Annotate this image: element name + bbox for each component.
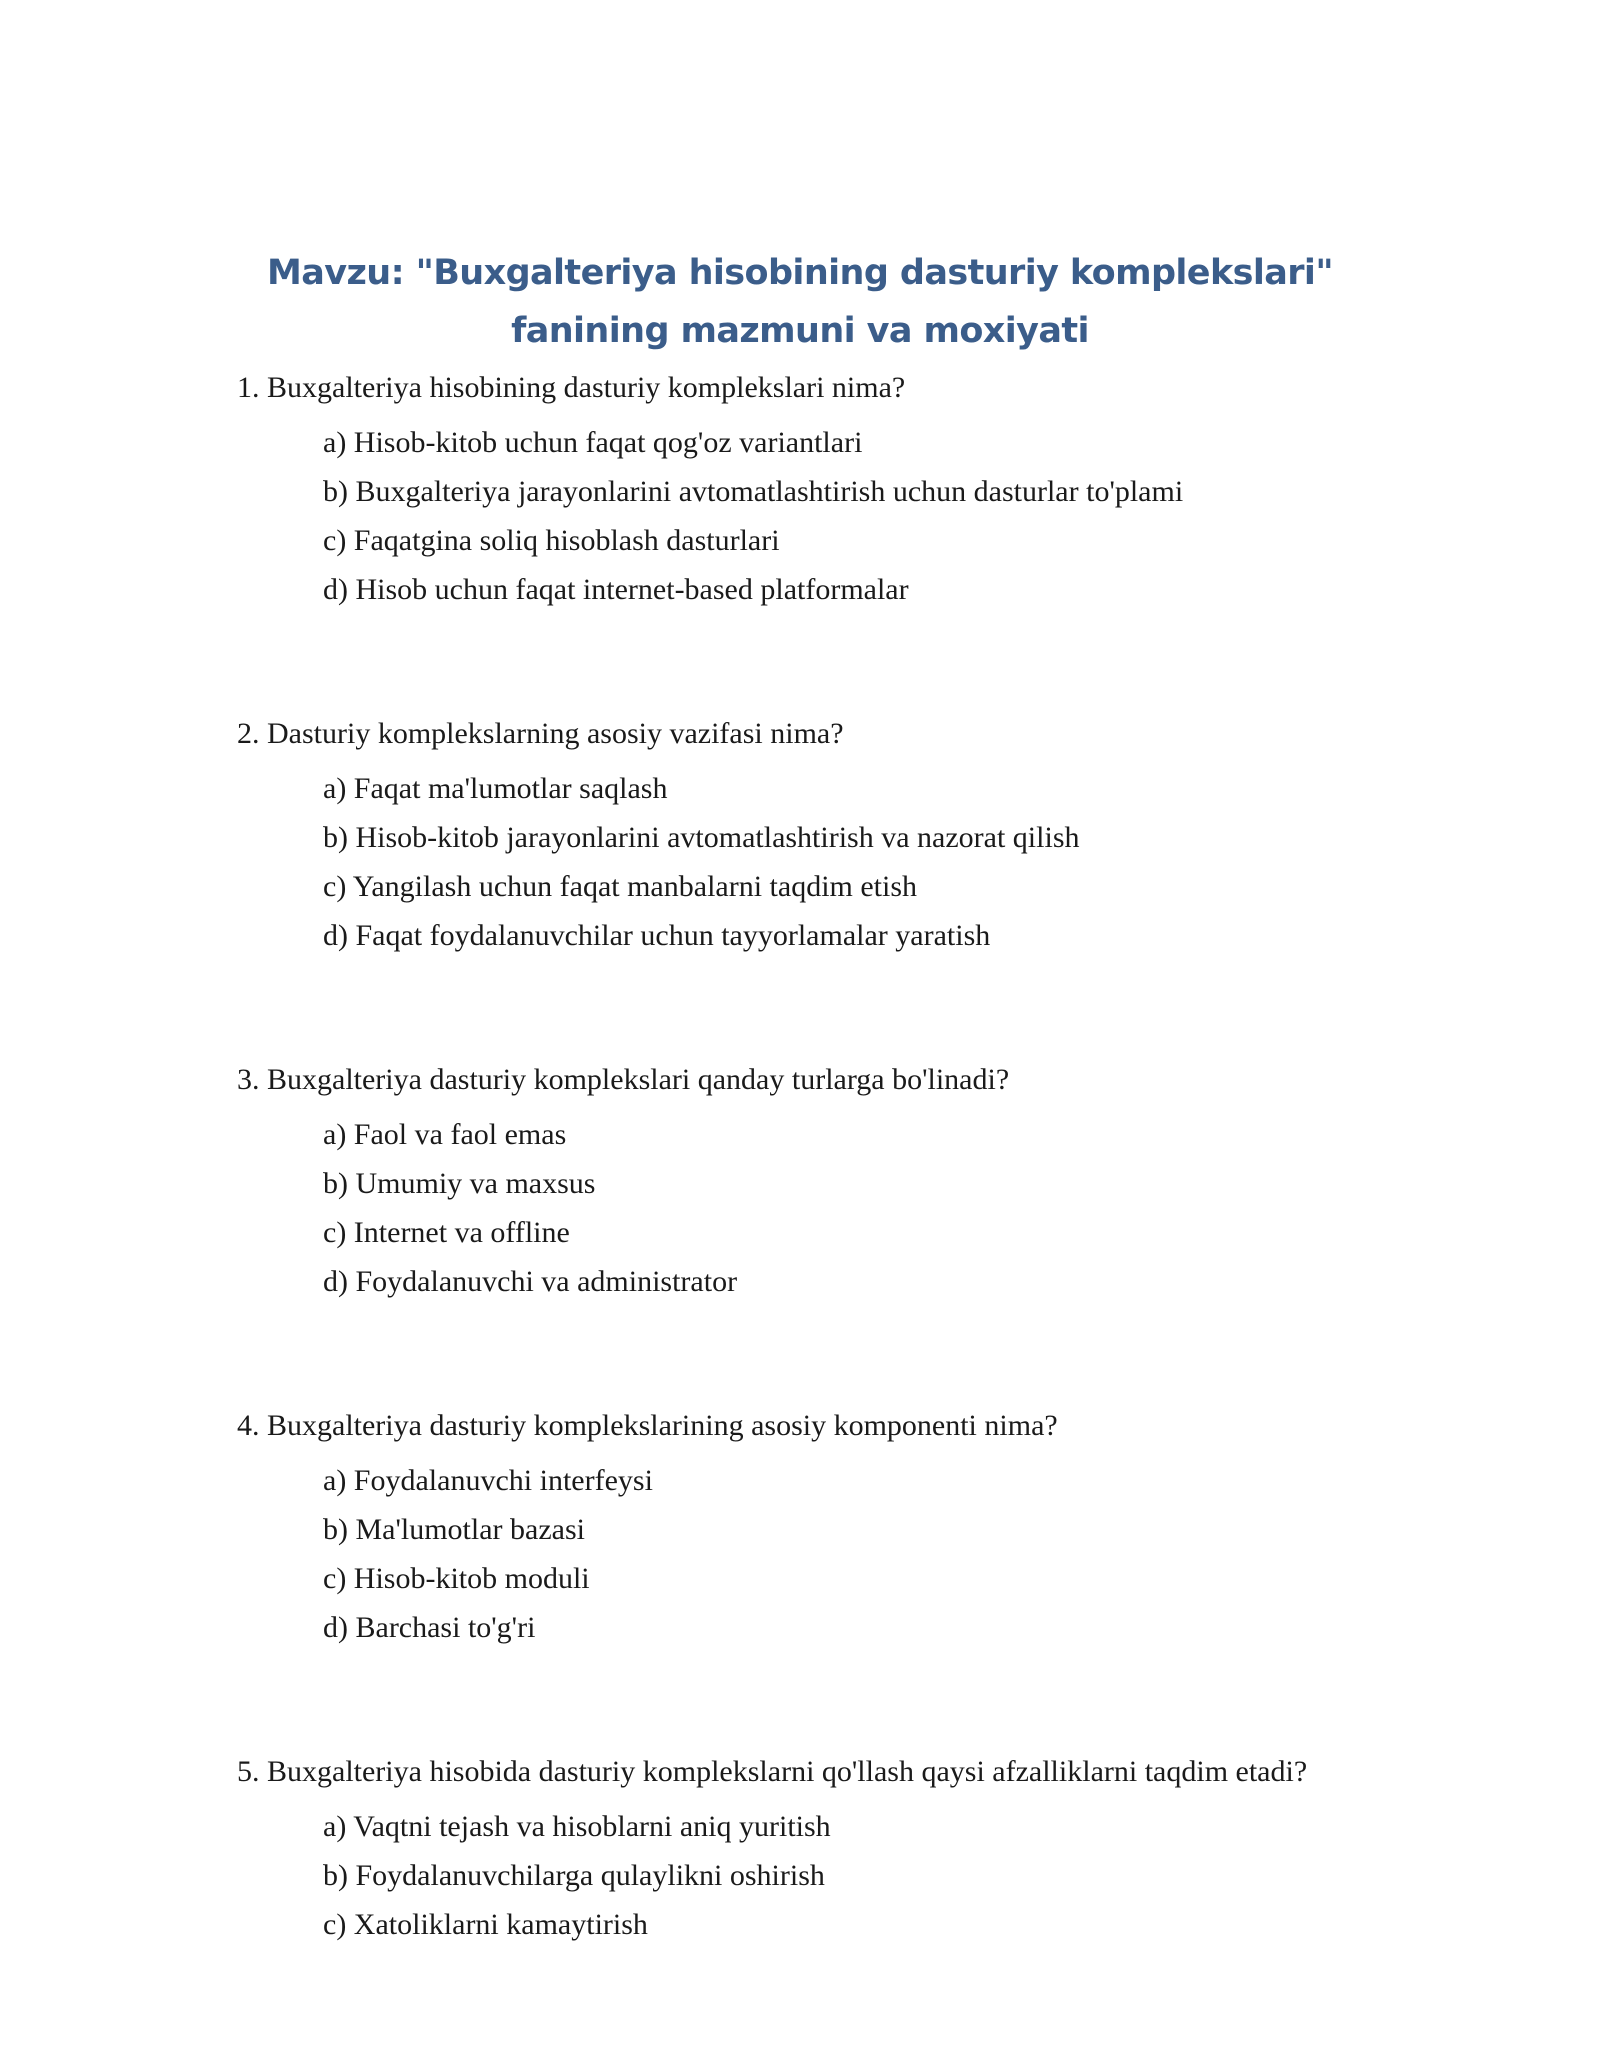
question-list [237, 362, 1437, 1949]
option-c: c) Internet va offline [323, 1216, 570, 1249]
question-item [237, 1400, 1437, 1652]
option-a: a) Hisob-kitob uchun faqat qog'oz variantlari [323, 426, 863, 459]
option-d: d) Faqat foydalanuvchilar uchun tayyorlamalar yaratish [323, 919, 991, 952]
option-b: b) Buxgalteriya jarayonlarini avtomatlashtirish uchun dasturlar to'plami [323, 475, 1184, 508]
option-list [237, 1110, 1437, 1306]
option-b: b) Foydalanuvchilarga qulaylikni oshirish [323, 1859, 825, 1892]
question-item [237, 1746, 1437, 1949]
option-list [237, 1802, 1437, 1949]
question-text: 4. Buxgalteriya dasturiy komplekslarining asosiy komponenti nima? [237, 1409, 1058, 1442]
question-text: 3. Buxgalteriya dasturiy komplekslari qanday turlarga bo'linadi? [237, 1063, 1010, 1096]
question-item [237, 1054, 1437, 1306]
option-d: d) Foydalanuvchi va administrator [323, 1265, 738, 1298]
question-text: 5. Buxgalteriya hisobida dasturiy komplekslarni qo'llash qaysi afzalliklarni taqdim etadi? [237, 1755, 1308, 1788]
question-text: 2. Dasturiy komplekslarning asosiy vazifasi nima? [237, 717, 844, 750]
option-list [237, 418, 1437, 614]
option-list [237, 1456, 1437, 1652]
question-text: 1. Buxgalteriya hisobining dasturiy komplekslari nima? [237, 371, 906, 404]
option-a: a) Vaqtni tejash va hisoblarni aniq yuritish [323, 1810, 831, 1843]
question-item [237, 708, 1437, 960]
option-a: a) Faol va faol emas [323, 1118, 567, 1151]
option-b: b) Umumiy va maxsus [323, 1167, 596, 1200]
option-d: d) Barchasi to'g'ri [323, 1611, 536, 1644]
option-c: c) Yangilash uchun faqat manbalarni taqdim etish [323, 870, 918, 903]
option-c: c) Faqatgina soliq hisoblash dasturlari [323, 524, 780, 557]
option-b: b) Hisob-kitob jarayonlarini avtomatlashtirish va nazorat qilish [323, 821, 1080, 854]
question-item [237, 362, 1437, 614]
option-d: d) Hisob uchun faqat internet-based platformalar [323, 573, 909, 606]
option-b: b) Ma'lumotlar bazasi [323, 1513, 585, 1546]
option-c: c) Hisob-kitob moduli [323, 1562, 590, 1595]
option-c: c) Xatoliklarni kamaytirish [323, 1908, 648, 1941]
option-a: a) Foydalanuvchi interfeysi [323, 1464, 653, 1497]
option-a: a) Faqat ma'lumotlar saqlash [323, 772, 668, 805]
option-list [237, 764, 1437, 960]
page-title: Mavzu: "Buxgalteriya hisobining dasturiy komplekslari" fanining mazmuni va moxiyati [267, 253, 1333, 351]
